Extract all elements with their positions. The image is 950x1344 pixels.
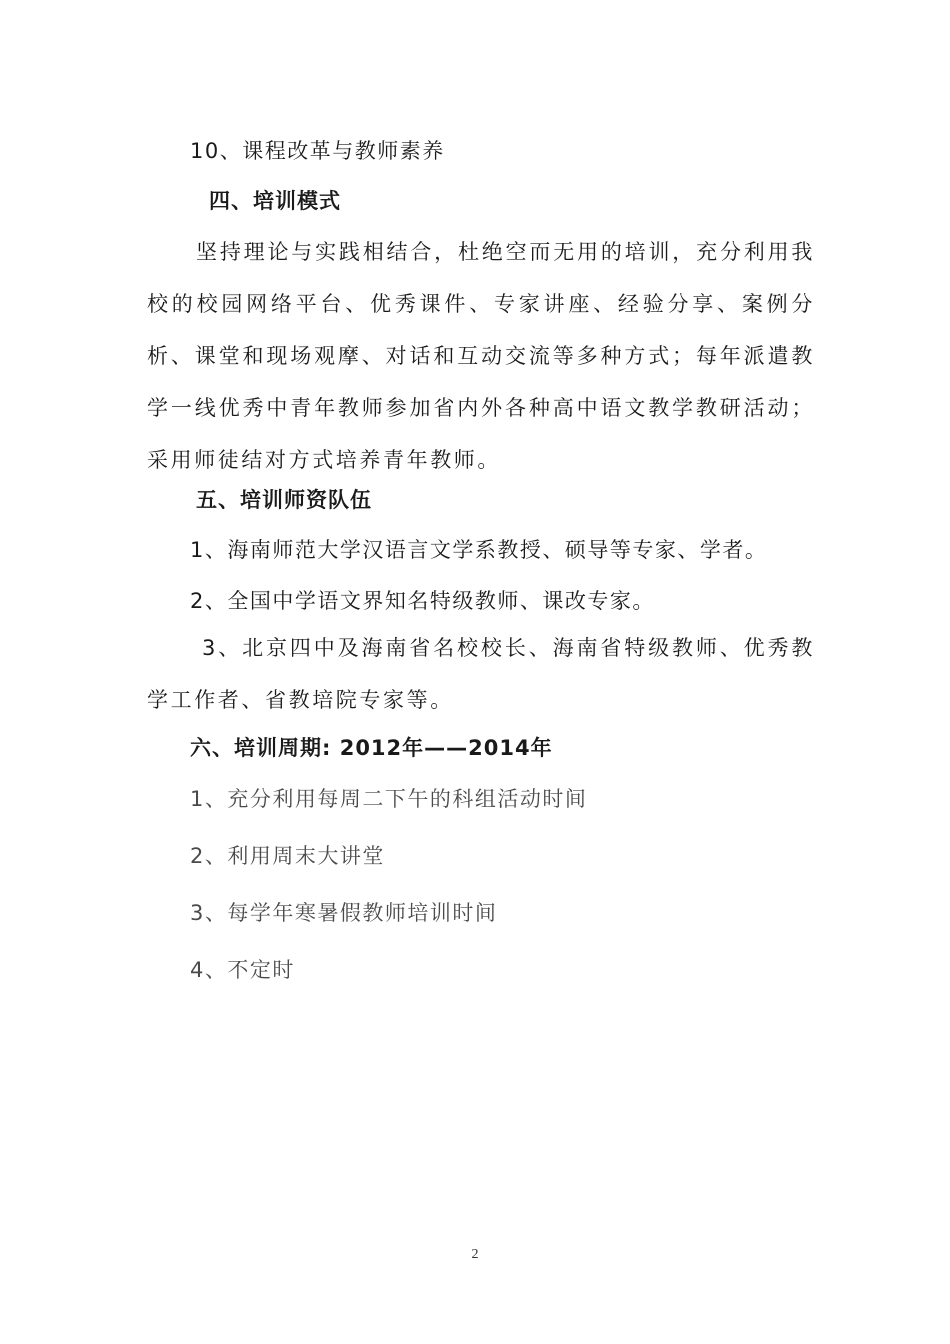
staff-item-1: 1、海南师范大学汉语言文学系教授、硕导等专家、学者。 bbox=[190, 538, 768, 562]
period-item-4: 4、不定时 bbox=[190, 958, 295, 982]
period-item-1: 1、充分利用每周二下午的科组活动时间 bbox=[190, 787, 588, 811]
period-item-2: 2、利用周末大讲堂 bbox=[190, 844, 385, 868]
section-heading-teaching-staff: 五、培训师资队伍 bbox=[196, 488, 372, 512]
page-number: 2 bbox=[471, 1247, 479, 1262]
training-mode-paragraph: 坚持理论与实践相结合，杜绝空而无用的培训，充分利用我校的校园网络平台、优秀课件、专家讲座、经验分享、案例分析、课堂和现场观摩、对话和互动交流等多种方式；每年派遣教学一线优秀中青年教师参加省内外各种高中语文教学教研活动；采用师徒结对方式培养青年教师。 bbox=[147, 240, 815, 472]
section-heading-training-period: 六、培训周期: 2012年——2014年 bbox=[190, 736, 553, 760]
period-item-3: 3、每学年寒暑假教师培训时间 bbox=[190, 901, 498, 925]
staff-item-3: 3、北京四中及海南省名校校长、海南省特级教师、优秀教学工作者、省教培院专家等。 bbox=[147, 636, 815, 712]
staff-item-2: 2、全国中学语文界知名特级教师、课改专家。 bbox=[190, 589, 655, 613]
course-item-10: 10、课程改革与教师素养 bbox=[190, 139, 445, 163]
section-heading-training-mode: 四、培训模式 bbox=[209, 189, 341, 213]
